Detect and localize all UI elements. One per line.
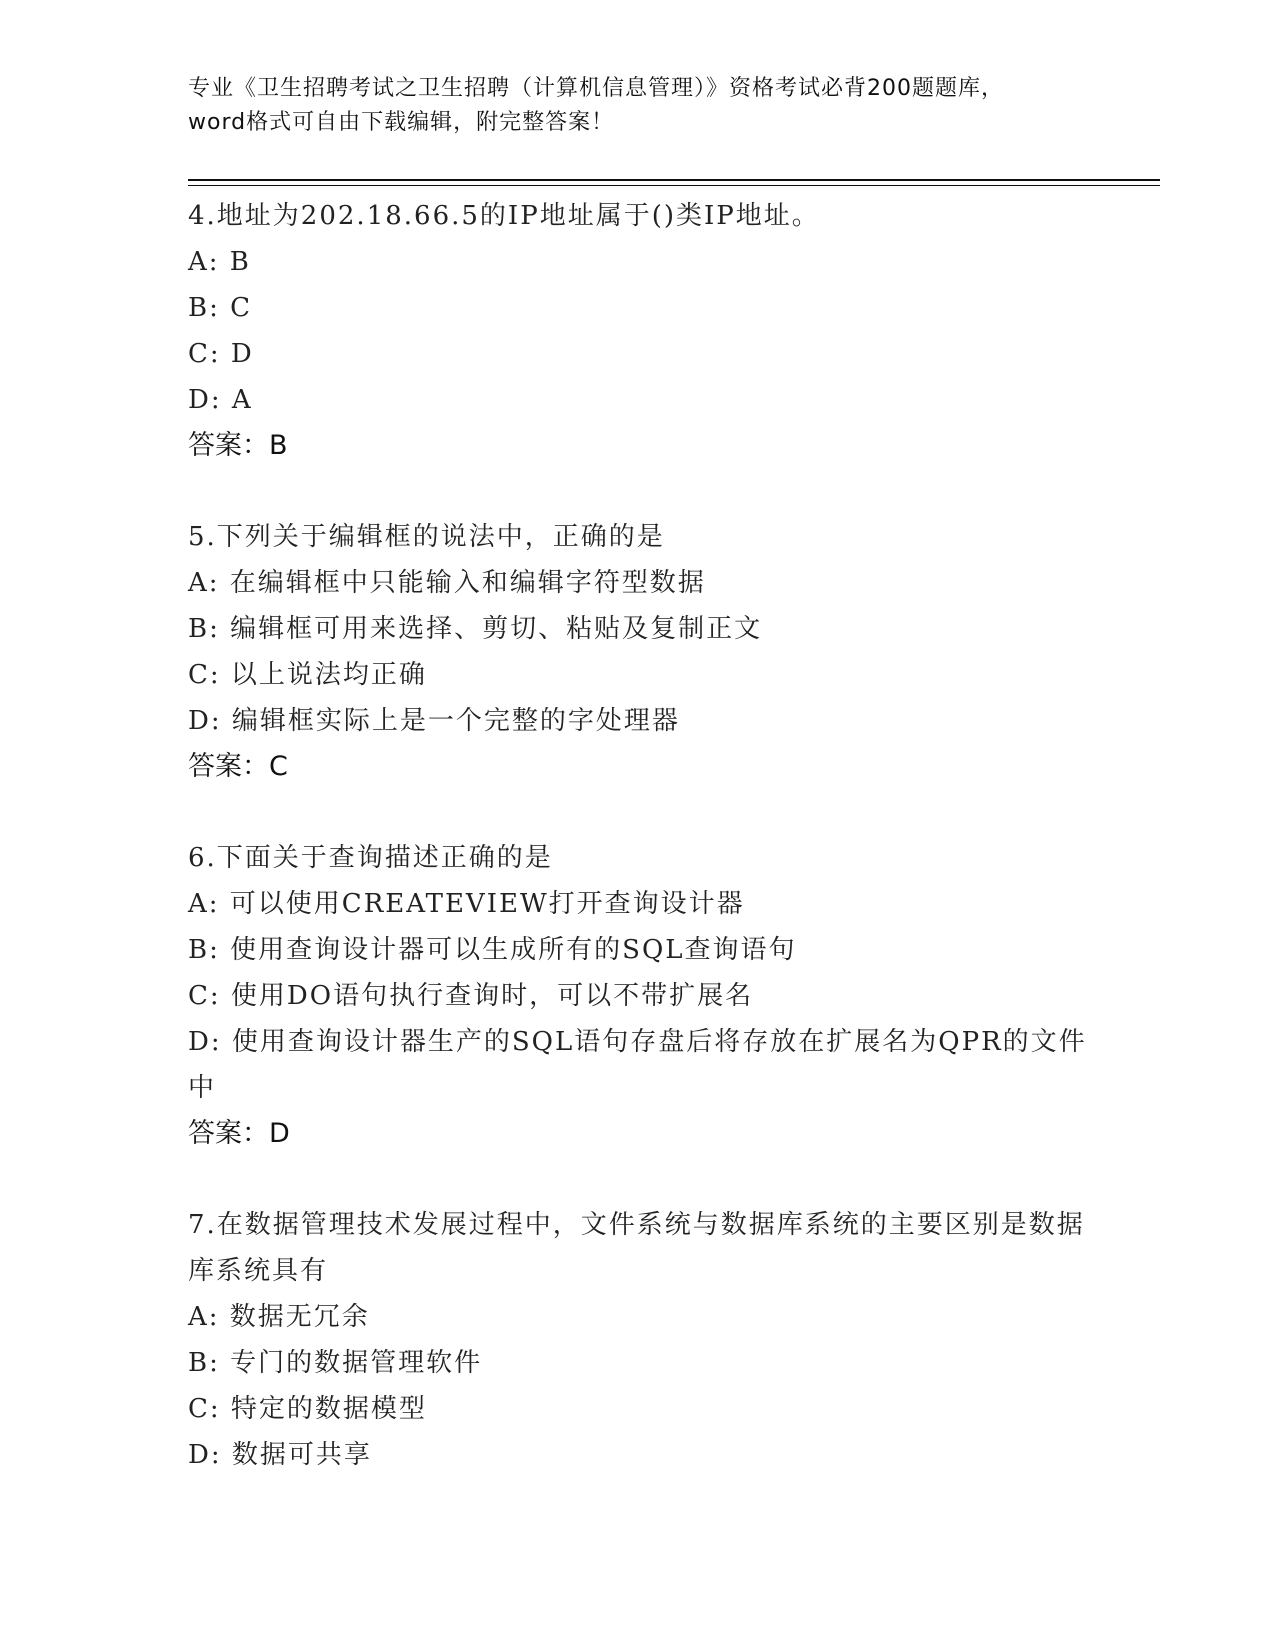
header-line-2: word格式可自由下载编辑，附完整答案！ [188,110,615,135]
question-stem: 7.在数据管理技术发展过程中，文件系统与数据库系统的主要区别是数据库系统具有 [188,1210,1085,1286]
question-stem: 6.下面关于查询描述正确的是 [188,843,553,873]
option-c: C: D [188,339,254,369]
question-6 [188,835,1088,1157]
option-a: A: 在编辑框中只能输入和编辑字符型数据 [188,568,706,598]
option-c: C: 特定的数据模型 [188,1394,427,1424]
header-rule-thick [188,179,1160,181]
question-4 [188,193,1088,469]
option-b: B: 编辑框可用来选择、剪切、粘贴及复制正文 [188,614,763,644]
option-b: B: 专门的数据管理软件 [188,1348,483,1378]
answer: 答案：D [188,1118,290,1149]
option-b: B: 使用查询设计器可以生成所有的SQL查询语句 [188,935,797,965]
answer: 答案：C [188,751,288,782]
header-line-1: 专业《卫生招聘考试之卫生招聘（计算机信息管理）》资格考试必背200题题库， [188,76,1004,101]
question-5 [188,514,1088,790]
option-d: D: A [188,385,253,415]
question-7 [188,1202,1088,1478]
option-d: D: 数据可共享 [188,1440,372,1470]
option-c: C: 使用DO语句执行查询时，可以不带扩展名 [188,981,754,1011]
option-a: A: B [188,247,251,277]
answer: 答案：B [188,430,288,461]
question-list [188,193,1088,1523]
option-d: D: 编辑框实际上是一个完整的字处理器 [188,706,680,736]
option-c: C: 以上说法均正确 [188,660,427,690]
option-d: D: 使用查询设计器生产的SQL语句存盘后将存放在扩展名为QPR的文件中 [188,1027,1087,1103]
option-b: B: C [188,293,253,323]
question-stem: 4.地址为202.18.66.5的IP地址属于()类IP地址。 [188,201,820,231]
option-a: A: 可以使用CREATEVIEW打开查询设计器 [188,889,745,919]
header-rule-thin [188,185,1160,186]
document-header [188,72,1088,140]
question-stem: 5.下列关于编辑框的说法中，正确的是 [188,522,665,552]
option-a: A: 数据无冗余 [188,1302,370,1332]
